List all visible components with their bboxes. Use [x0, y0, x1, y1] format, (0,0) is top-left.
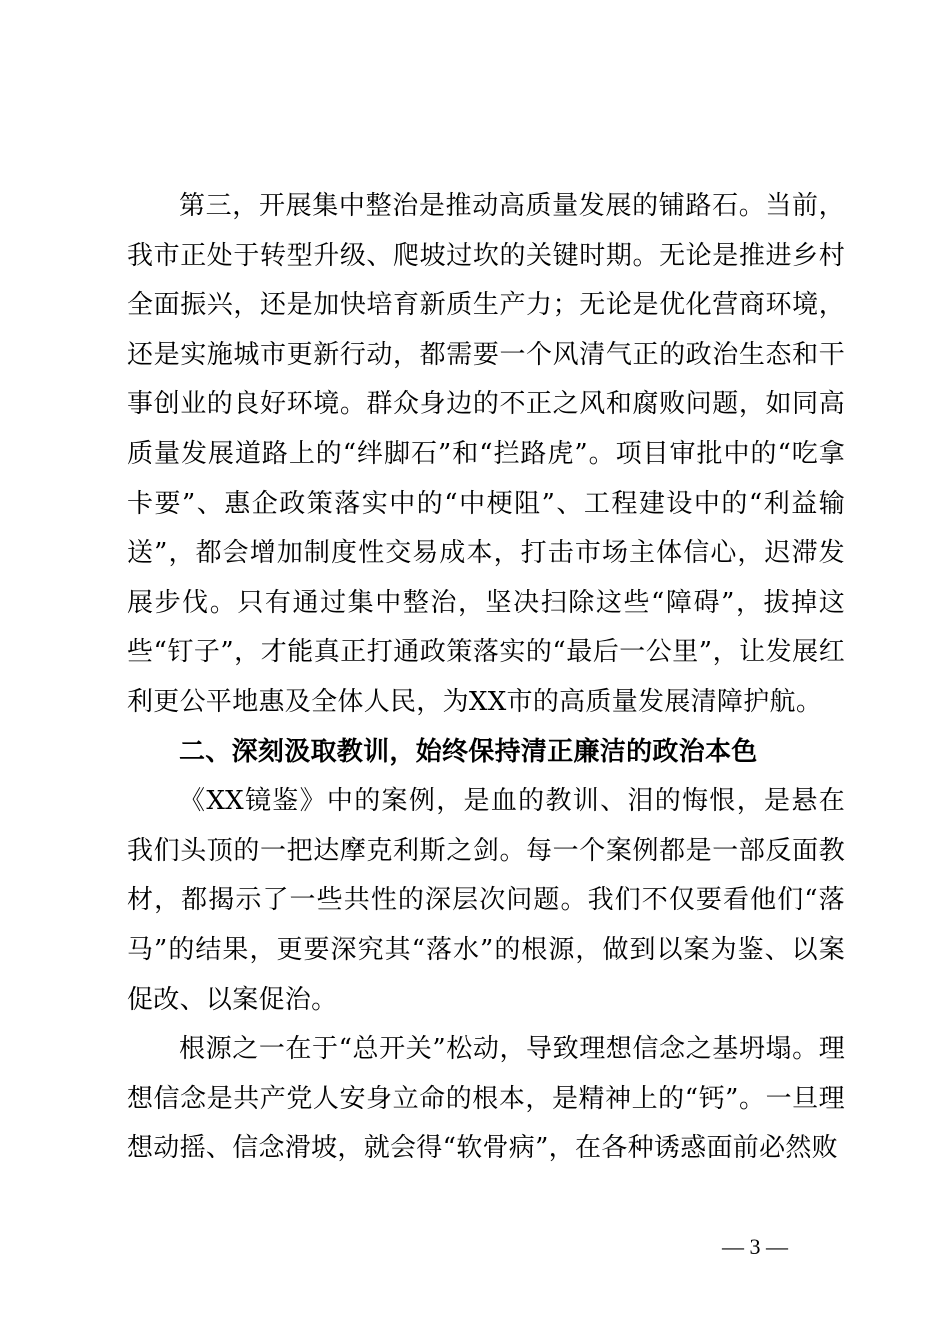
section-heading-2: 二、深刻汲取教训，始终保持清正廉洁的政治本色 — [179, 736, 758, 767]
paragraph-case-lessons: 《XX镜鉴》中的案例，是血的教训、泪的悔恨，是悬在我们头顶的一把达摩克利斯之剑。每一个案例都是一部反面教材，都揭示了一些共性的深层次问题。我们不仅要看他们“落马”的结果，更要深究其“落水”的根源，做到以案为鉴、以案促改、以案促治。 — [127, 786, 845, 1015]
paragraph-third-point: 第三，开展集中整治是推动高质量发展的铺路石。当前，我市正处于转型升级、爬坡过坎的关键时期。无论是推进乡村全面振兴，还是加快培育新质生产力；无论是优化营商环境，还是实施城市更新行动，都需要一个风清气正的政治生态和干事创业的良好环境。群众身边的不正之风和腐败问题，如同高质量发展道路上的“绊脚石”和“拦路虎”。项目审批中的“吃拿卡要”、惠企政策落实中的“中梗阻”、工程建设中的“利益输送”，都会增加制度性交易成本，打击市场主体信心，迟滞发展步伐。只有通过集中整治，坚决扫除这些“障碍”，拔掉这些“钉子”，才能真正打通政策落实的“最后一公里”，让发展红利更公平地惠及全体人民，为XX市的高质量发展清障护航。 — [127, 191, 845, 717]
page-number: — 3 — — [722, 1234, 788, 1259]
document-body — [127, 182, 845, 1174]
paragraph-root-cause-one: 根源之一在于“总开关”松动，导致理想信念之基坍塌。理想信念是共产党人安身立命的根本，是精神上的“钙”。一旦理想动摇、信念滑坡，就会得“软骨病”，在各种诱惑面前必然败 — [127, 1034, 845, 1164]
